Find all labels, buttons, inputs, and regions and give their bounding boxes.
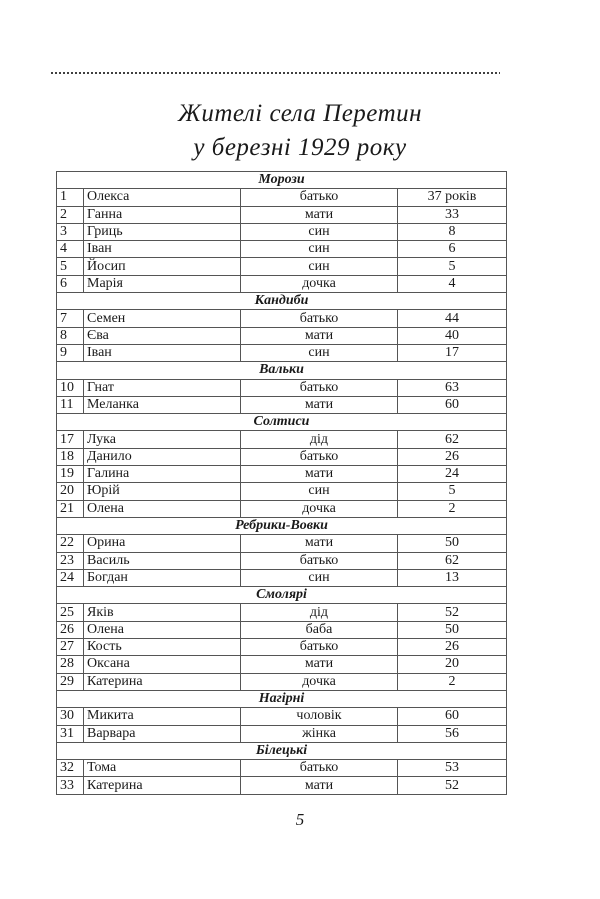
family-name: Нагірні [57,690,507,707]
dotted-rule [50,71,500,75]
table-row [57,327,507,344]
family-role: мати [241,777,398,794]
person-age: 2 [398,673,507,690]
person-name: Богдан [84,569,241,586]
person-name: Меланка [84,396,241,413]
table-row [57,483,507,500]
person-name: Марія [84,275,241,292]
family-role: дочка [241,275,398,292]
person-name: Йосип [84,258,241,275]
person-age: 13 [398,569,507,586]
family-role: син [241,223,398,240]
person-age: 52 [398,777,507,794]
family-name: Вальки [57,362,507,379]
family-role: мати [241,327,398,344]
family-name: Морози [57,172,507,189]
row-number: 28 [57,656,84,673]
person-name: Юрій [84,483,241,500]
person-age: 62 [398,552,507,569]
table-row [57,552,507,569]
person-name: Олекса [84,189,241,206]
residents-table [56,171,507,795]
family-role: син [241,241,398,258]
family-header-row [57,362,507,379]
family-role: мати [241,656,398,673]
row-number: 31 [57,725,84,742]
family-role: мати [241,466,398,483]
person-name: Орина [84,535,241,552]
table-row [57,310,507,327]
family-name: Кандиби [57,293,507,310]
table-row [57,344,507,361]
person-name: Оксана [84,656,241,673]
person-name: Василь [84,552,241,569]
row-number: 27 [57,639,84,656]
family-role: син [241,258,398,275]
person-age: 40 [398,327,507,344]
table-row [57,777,507,794]
family-role: батько [241,760,398,777]
table-row [57,241,507,258]
person-name: Єва [84,327,241,344]
person-name: Гнат [84,379,241,396]
family-name: Білецькі [57,742,507,759]
person-name: Іван [84,344,241,361]
person-age: 37 років [398,189,507,206]
table-row [57,500,507,517]
row-number: 30 [57,708,84,725]
person-name: Микита [84,708,241,725]
person-name: Олена [84,500,241,517]
person-age: 4 [398,275,507,292]
page-number: 5 [295,810,305,829]
row-number: 10 [57,379,84,396]
family-role: син [241,344,398,361]
family-role: син [241,569,398,586]
person-name: Данило [84,448,241,465]
table-row [57,431,507,448]
row-number: 24 [57,569,84,586]
family-role: батько [241,639,398,656]
person-age: 56 [398,725,507,742]
row-number: 32 [57,760,84,777]
person-age: 53 [398,760,507,777]
family-role: дід [241,431,398,448]
row-number: 9 [57,344,84,361]
table-row [57,604,507,621]
row-number: 4 [57,241,84,258]
title-line-2: у березні 1929 року [193,134,407,161]
person-age: 44 [398,310,507,327]
family-role: дід [241,604,398,621]
row-number: 17 [57,431,84,448]
person-age: 60 [398,396,507,413]
table-row [57,206,507,223]
table-row [57,621,507,638]
table-row [57,725,507,742]
person-age: 60 [398,708,507,725]
family-role: чоловік [241,708,398,725]
person-name: Гриць [84,223,241,240]
row-number: 33 [57,777,84,794]
person-name: Іван [84,241,241,258]
row-number: 26 [57,621,84,638]
person-age: 26 [398,448,507,465]
table-row [57,708,507,725]
family-role: мати [241,535,398,552]
row-number: 7 [57,310,84,327]
table-row [57,673,507,690]
residents-table-body [57,172,507,795]
row-number: 18 [57,448,84,465]
table-row [57,258,507,275]
table-row [57,448,507,465]
person-age: 5 [398,258,507,275]
table-row [57,275,507,292]
row-number: 20 [57,483,84,500]
family-role: батько [241,310,398,327]
person-name: Ганна [84,206,241,223]
person-age: 20 [398,656,507,673]
person-name: Семен [84,310,241,327]
family-role: баба [241,621,398,638]
person-age: 2 [398,500,507,517]
table-row [57,760,507,777]
family-header-row [57,414,507,431]
family-role: батько [241,552,398,569]
family-name: Смолярі [57,587,507,604]
table-row [57,223,507,240]
person-age: 6 [398,241,507,258]
person-age: 63 [398,379,507,396]
table-row [57,569,507,586]
family-name: Ребрики-Вовки [57,517,507,534]
family-role: батько [241,189,398,206]
family-header-row [57,742,507,759]
person-name: Кость [84,639,241,656]
family-header-row [57,587,507,604]
person-age: 50 [398,535,507,552]
family-role: син [241,483,398,500]
person-age: 52 [398,604,507,621]
person-age: 62 [398,431,507,448]
row-number: 3 [57,223,84,240]
row-number: 25 [57,604,84,621]
table-row [57,396,507,413]
person-name: Тома [84,760,241,777]
person-age: 17 [398,344,507,361]
person-name: Олена [84,621,241,638]
person-name: Яків [84,604,241,621]
family-header-row [57,690,507,707]
table-row [57,466,507,483]
family-header-row [57,517,507,534]
person-name: Катерина [84,777,241,794]
table-row [57,656,507,673]
row-number: 5 [57,258,84,275]
row-number: 22 [57,535,84,552]
family-name: Солтиси [57,414,507,431]
table-row [57,535,507,552]
person-age: 33 [398,206,507,223]
table-row [57,189,507,206]
family-header-row [57,293,507,310]
table-row [57,379,507,396]
row-number: 29 [57,673,84,690]
row-number: 8 [57,327,84,344]
row-number: 6 [57,275,84,292]
person-age: 5 [398,483,507,500]
family-role: мати [241,396,398,413]
row-number: 23 [57,552,84,569]
family-role: дочка [241,500,398,517]
person-age: 26 [398,639,507,656]
title-line-1: Жителі села Перетин [177,100,423,127]
family-role: жінка [241,725,398,742]
row-number: 19 [57,466,84,483]
person-age: 50 [398,621,507,638]
person-name: Лука [84,431,241,448]
family-role: дочка [241,673,398,690]
row-number: 1 [57,189,84,206]
person-age: 24 [398,466,507,483]
row-number: 2 [57,206,84,223]
family-role: мати [241,206,398,223]
person-name: Галина [84,466,241,483]
family-role: батько [241,448,398,465]
family-role: батько [241,379,398,396]
table-row [57,639,507,656]
row-number: 21 [57,500,84,517]
family-header-row [57,172,507,189]
person-name: Варвара [84,725,241,742]
person-name: Катерина [84,673,241,690]
person-age: 8 [398,223,507,240]
row-number: 11 [57,396,84,413]
